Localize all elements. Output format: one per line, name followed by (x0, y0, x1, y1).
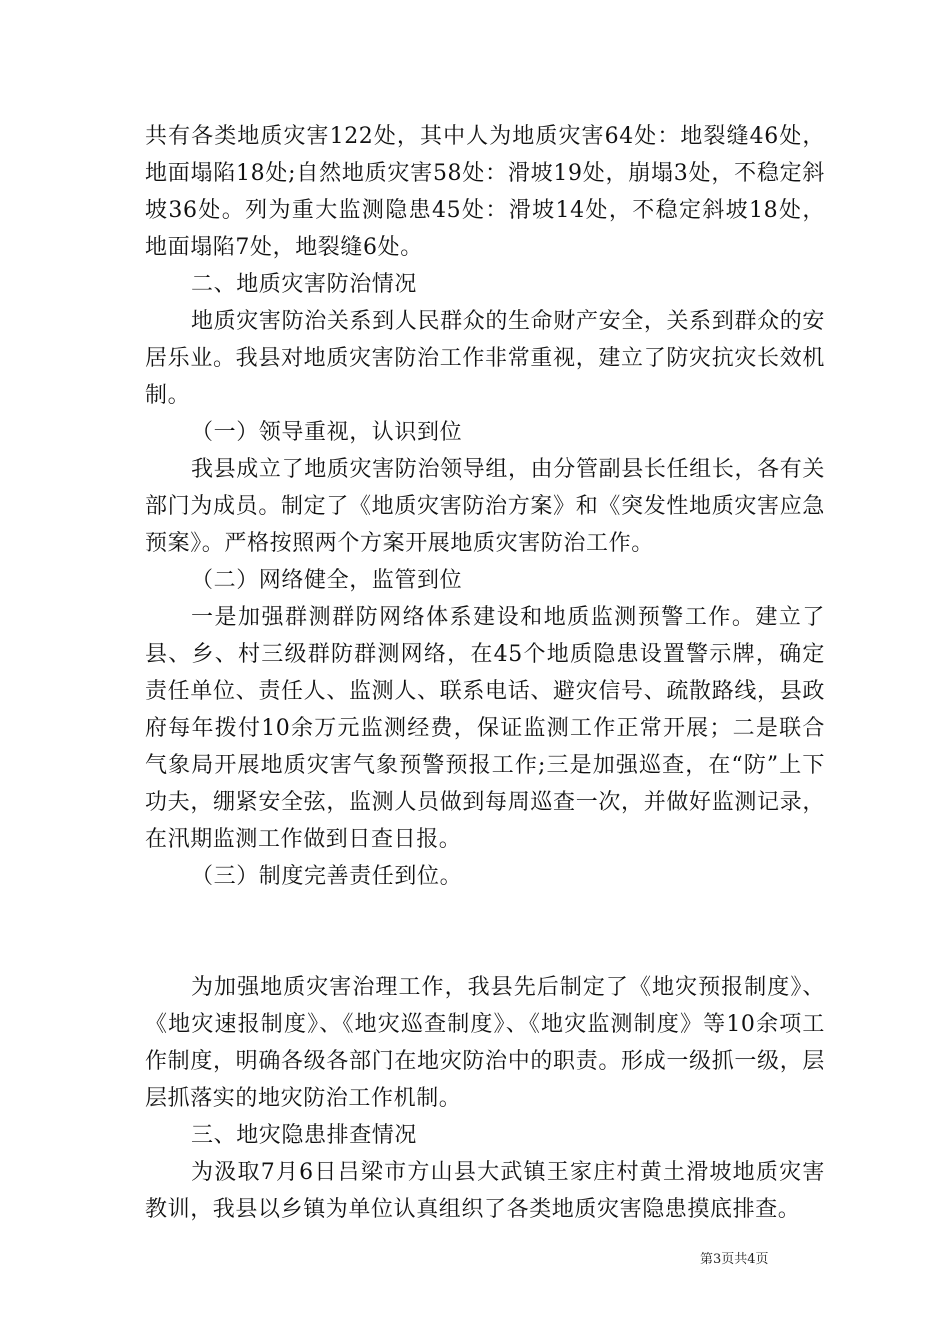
paragraph-system: 为加强地质灾害治理工作，我县先后制定了《地灾预报制度》、《地灾速报制度》、《地灾巡查制度》、《地灾监测制度》等10余项工作制度，明确各级各部门在地灾防治中的职责。形成一级抓一级，层层抓落实的地灾防治工作机制。 (145, 975, 825, 1111)
heading-prevention-situation: 二、地质灾害防治情况 (191, 272, 418, 297)
blank-gap (145, 895, 825, 969)
paragraph-leadership: 我县成立了地质灾害防治领导组，由分管副县长任组长，各有关部门为成员。制定了《地质灾害防治方案》和《突发性地质灾害应急预案》。严格按照两个方案开展地质灾害防治工作。 (145, 457, 825, 556)
paragraph-network: 一是加强群测群防网络体系建设和地质监测预警工作。建立了县、乡、村三级群防群测网络，在45个地质隐患设置警示牌，确定责任单位、责任人、监测人、联系电话、避灾信号、疏散路线，县政府每年拨付10余万元监测经费，保证监测工作正常开展；二是联合气象局开展地质灾害气象预警预报工作;三是加强巡查，在“防”上下功夫，绷紧安全弦，监测人员做到每周巡查一次，并做好监测记录，在汛期监测工作做到日查日报。 (145, 605, 825, 852)
document-body (145, 118, 825, 1228)
paragraph-prevention-intro: 地质灾害防治关系到人民群众的生命财产安全，关系到群众的安居乐业。我县对地质灾害防治工作非常重视，建立了防灾抗灾长效机制。 (145, 309, 825, 408)
subheading-network: （二）网络健全，监管到位 (191, 568, 463, 593)
paragraph-inspection: 为汲取7月6日吕梁市方山县大武镇王家庄村黄土滑坡地质灾害教训，我县以乡镇为单位认真组织了各类地质灾害隐患摸底排查。 (145, 1160, 825, 1222)
subheading-system: （三）制度完善责任到位。 (191, 864, 463, 889)
heading-hazard-inspection: 三、地灾隐患排查情况 (191, 1123, 418, 1148)
page-number: 第3页共4页 (700, 1252, 769, 1267)
paragraph-hazard-statistics: 共有各类地质灾害122处，其中人为地质灾害64处：地裂缝46处，地面塌陷18处;自然地质灾害58处：滑坡19处，崩塌3处，不稳定斜坡36处。列为重大监测隐患45处：滑坡14处，不稳定斜坡18处，地面塌陷7处，地裂缝6处。 (145, 124, 825, 260)
subheading-leadership: （一）领导重视，认识到位 (191, 420, 463, 445)
